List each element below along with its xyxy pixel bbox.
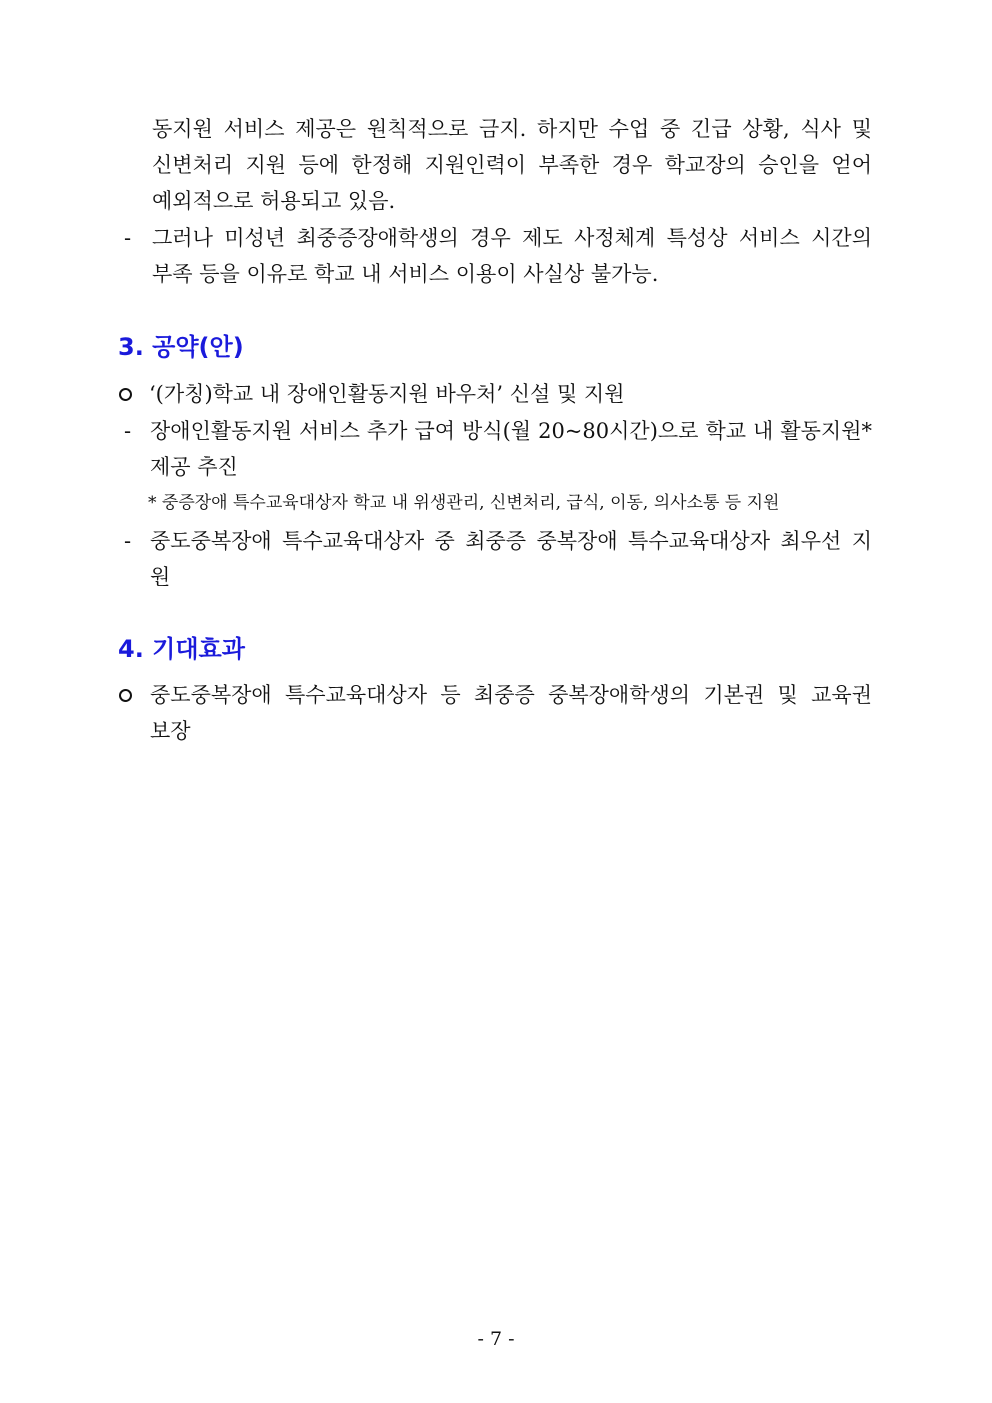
circle-bullet-icon: [119, 388, 132, 401]
intro-line-2: 신변처리 지원 등에 한정해 지원인력이 부족한 경우 학교장의 승인을 얻어: [152, 153, 872, 177]
section-3-dash-2-line-1: 중도중복장애 특수교육대상자 중 최중증 중복장애 특수교육대상자 최우선 지: [150, 529, 872, 553]
intro-line-1: 동지원 서비스 제공은 원칙적으로 금지. 하지만 수업 중 긴급 상황, 식사 및: [152, 117, 872, 141]
intro-dash-line-1: 그러나 미성년 최중증장애학생의 경우 제도 사정체계 특성상 서비스 시간의: [152, 226, 872, 250]
footnote: * 중증장애 특수교육대상자 학교 내 위생관리, 신변처리, 급식, 이동, 의사소통 등 지원: [148, 493, 780, 513]
intro-dash-line-2: 부족 등을 이유로 학교 내 서비스 이용이 사실상 불가능.: [152, 262, 659, 286]
page-number: - 7 -: [477, 1328, 515, 1350]
section-3-heading: 3. 공약(안): [118, 333, 244, 361]
section-4-bullet-line-1: 중도중복장애 특수교육대상자 등 최중증 중복장애학생의 기본권 및 교육권: [150, 683, 872, 707]
intro-line-3: 예외적으로 허용되고 있음.: [152, 189, 396, 213]
circle-bullet-icon: [119, 689, 132, 702]
section-3-dash-1-line-2: 제공 추진: [150, 455, 238, 479]
dash-marker: -: [124, 419, 132, 443]
section-3-bullet: ‘(가칭)학교 내 장애인활동지원 바우처’ 신설 및 지원: [149, 382, 625, 406]
section-3-dash-1-line-1: 장애인활동지원 서비스 추가 급여 방식(월 20~80시간)으로 학교 내 활동지원*: [150, 419, 872, 443]
dash-marker: -: [124, 226, 132, 250]
section-4-bullet-line-2: 보장: [150, 719, 191, 743]
section-4-heading: 4. 기대효과: [118, 635, 245, 663]
dash-marker: -: [124, 529, 132, 553]
section-3-dash-2-line-2: 원: [150, 565, 171, 589]
